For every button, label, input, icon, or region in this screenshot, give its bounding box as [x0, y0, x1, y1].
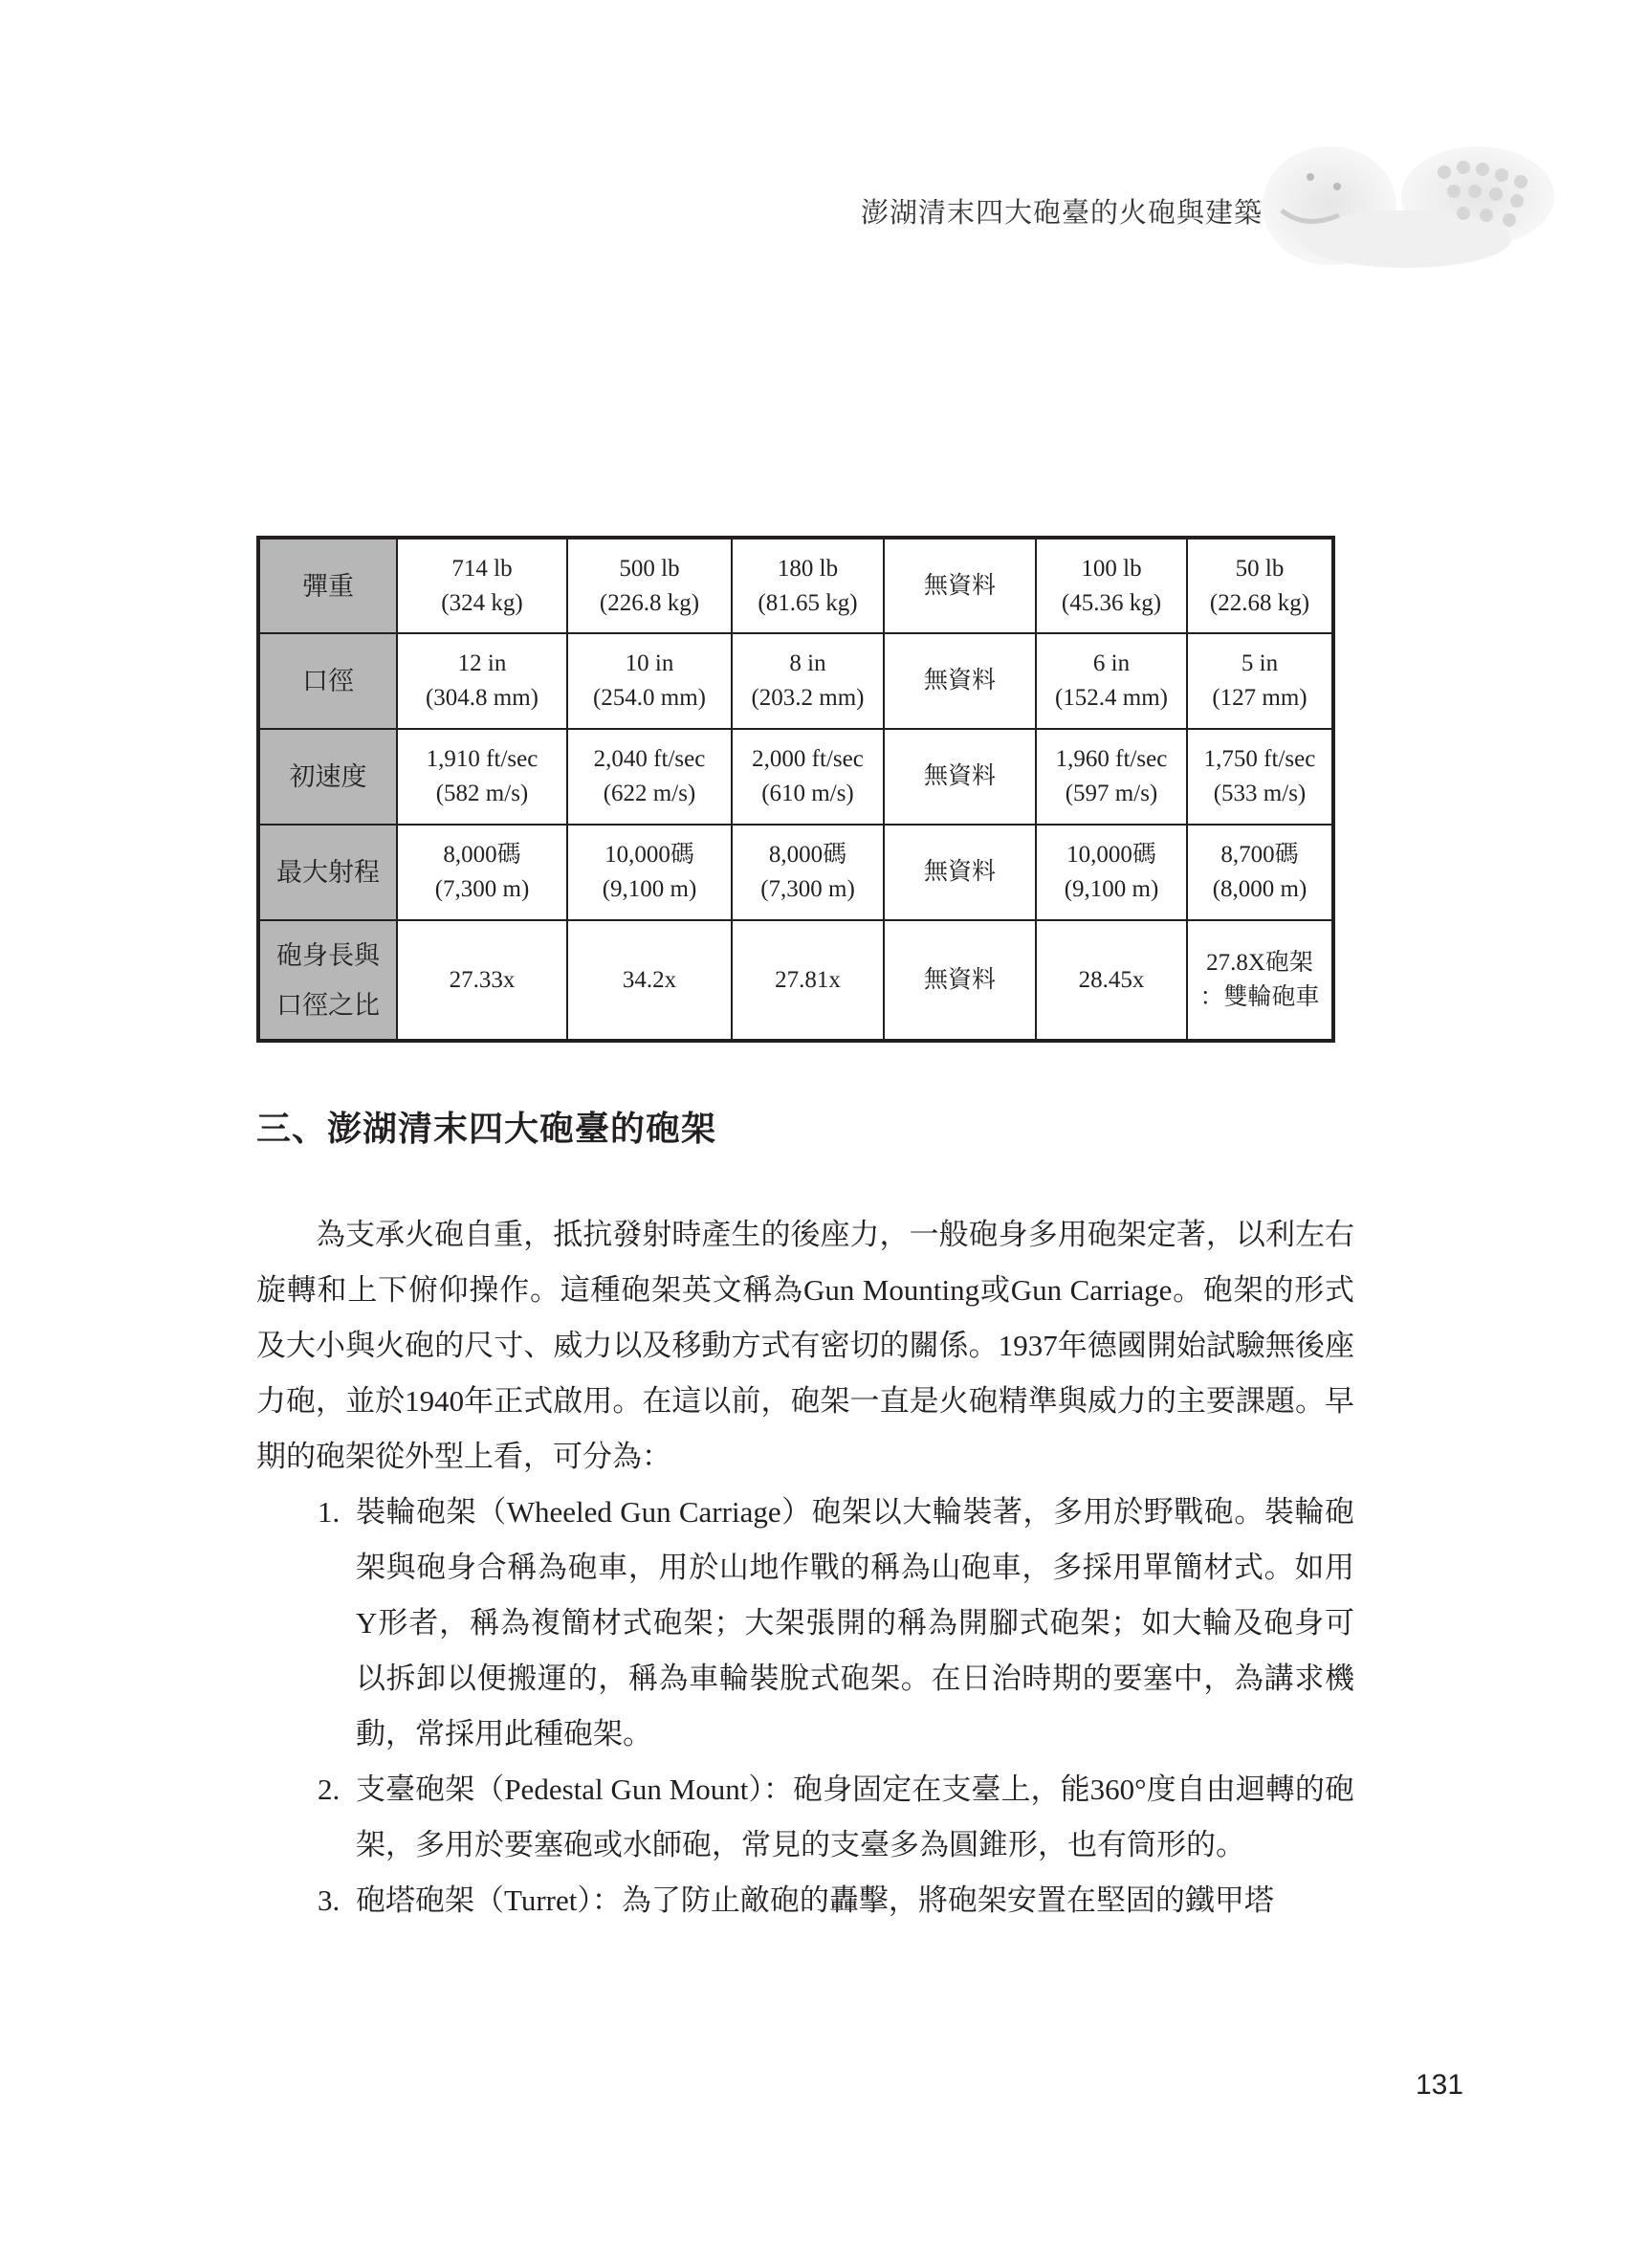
- table-cell: [567, 538, 732, 633]
- cell-line: 10 in: [625, 650, 674, 676]
- cell-line: 2,040 ft/sec: [593, 746, 706, 772]
- cell-line: 8,000碼: [443, 842, 521, 868]
- cell-line: ：雙輪砲車: [1199, 983, 1320, 1010]
- table-cell: [732, 920, 884, 1041]
- cell-line: (7,300 m): [434, 876, 530, 902]
- table-cell: [884, 729, 1036, 825]
- table-row-max-range: [258, 825, 1333, 920]
- intro-paragraph: 為支承火砲自重，抵抗發射時產生的後座力，一般砲身多用砲架定著，以利左右旋轉和上下俯仰操作。這種砲架英文稱為Gun Mounting或Gun Carriage。砲架的形式及大小與火砲的尺寸、威力以及移動方式有密切的關係。1937年德國開始試驗無後座力砲，並於1940年正式啟用。在這以前，砲架一直是火砲精準與威力的主要課題。早期的砲架從外型上看，可分為：: [256, 1218, 1354, 1473]
- table-cell: [1036, 729, 1187, 825]
- cell-line: 無資料: [923, 763, 996, 789]
- table-cell: [1036, 633, 1187, 729]
- cell-line: 1,960 ft/sec: [1055, 746, 1168, 772]
- cell-line: 無資料: [923, 859, 996, 885]
- row-label: [258, 633, 397, 729]
- table-cell: [567, 729, 732, 825]
- table-cell: [397, 729, 567, 825]
- table-cell: [1187, 538, 1333, 633]
- cell-line: 28.45x: [1078, 966, 1145, 993]
- cell-line: 27.33x: [449, 966, 516, 993]
- row-label: [258, 825, 397, 920]
- table-cell: [732, 538, 884, 633]
- row-label-text: 砲身長與: [276, 940, 380, 970]
- list-item-text: 裝輪砲架（Wheeled Gun Carriage）砲架以大輪裝著，多用於野戰砲。裝輪砲架與砲身合稱為砲車，用於山地作戰的稱為山砲車，多採用單簡材式。如用Y形者，稱為複簡材式砲架；大架張開的稱為開腳式砲架；如大輪及砲身可以拆卸以便搬運的，稱為車輪裝脫式砲架。在日治時期的要塞中，為講求機動，常採用此種砲架。: [356, 1495, 1354, 1751]
- cell-line: 10,000碼: [604, 842, 694, 868]
- cell-line: 無資料: [923, 668, 996, 694]
- table-cell: [1036, 538, 1187, 633]
- row-label: [258, 538, 397, 633]
- cell-line: 10,000碼: [1066, 842, 1156, 868]
- cell-line: (81.65 kg): [758, 589, 858, 616]
- cell-line: (622 m/s): [603, 781, 696, 806]
- cell-line: (533 m/s): [1213, 781, 1307, 806]
- row-label: [258, 729, 397, 825]
- list-item-text: 砲塔砲架（Turret）：為了防止敵砲的轟擊，將砲架安置在堅固的鐵甲塔: [356, 1883, 1274, 1917]
- cell-line: 無資料: [923, 966, 996, 993]
- cell-line: 2,000 ft/sec: [752, 746, 864, 772]
- cell-line: 27.81x: [775, 966, 841, 993]
- stone-lion-icon: [1253, 139, 1569, 273]
- table-row-muzzle-velocity: [258, 729, 1333, 825]
- cell-line: (45.36 kg): [1061, 589, 1162, 616]
- table-cell: [1187, 825, 1333, 920]
- cell-line: (127 mm): [1212, 685, 1307, 711]
- table-row-caliber: [258, 633, 1333, 729]
- cell-line: 500 lb: [619, 555, 680, 582]
- table-cell: [567, 633, 732, 729]
- cell-line: (304.8 mm): [425, 685, 539, 711]
- table-cell: [397, 538, 567, 633]
- cell-line: 100 lb: [1081, 555, 1142, 582]
- cell-line: (22.68 kg): [1209, 589, 1310, 616]
- table-cell: [1187, 920, 1333, 1041]
- cell-line: 27.8X砲架: [1206, 949, 1313, 976]
- cell-line: 無資料: [923, 572, 996, 599]
- cell-line: 5 in: [1241, 650, 1279, 676]
- list-item-number: 2.: [318, 1773, 341, 1806]
- section-heading: 三、澎湖清末四大砲臺的砲架: [256, 1110, 717, 1149]
- table-cell: [1036, 825, 1187, 920]
- carriage-type-list: [256, 1485, 1354, 1928]
- gun-spec-table: [256, 536, 1335, 1043]
- table-cell: [884, 633, 1036, 729]
- row-label-text: 彈重: [302, 571, 354, 601]
- body-text: [256, 1207, 1354, 1928]
- cell-line: 50 lb: [1235, 555, 1285, 582]
- row-label-text: 初速度: [289, 762, 367, 791]
- cell-line: (8,000 m): [1212, 876, 1307, 902]
- cell-line: (610 m/s): [761, 781, 854, 806]
- list-item-number: 1.: [318, 1495, 341, 1529]
- row-label: [258, 920, 397, 1041]
- table-cell: [732, 825, 884, 920]
- cell-line: (254.0 mm): [592, 685, 707, 711]
- cell-line: 1,910 ft/sec: [426, 746, 538, 772]
- table-cell: [732, 633, 884, 729]
- cell-line: 8 in: [789, 650, 826, 676]
- row-label-text: 口徑: [302, 667, 354, 695]
- cell-line: 6 in: [1092, 650, 1131, 676]
- table-cell: [397, 825, 567, 920]
- table-cell: [884, 538, 1036, 633]
- cell-line: (582 m/s): [435, 781, 529, 806]
- table-cell: [1187, 633, 1333, 729]
- table-cell: [1187, 729, 1333, 825]
- row-label-text: 口徑之比: [276, 990, 380, 1020]
- cell-line: 8,700碼: [1220, 842, 1299, 868]
- cell-line: (9,100 m): [602, 876, 697, 902]
- table-row-length-caliber-ratio: [258, 920, 1333, 1041]
- cell-line: 34.2x: [622, 966, 677, 993]
- list-item: [256, 1762, 1354, 1873]
- table-cell: [1036, 920, 1187, 1041]
- row-label-text: 最大射程: [276, 858, 380, 887]
- cell-line: (7,300 m): [760, 876, 855, 902]
- cell-line: (597 m/s): [1065, 781, 1158, 806]
- cell-line: 12 in: [457, 650, 507, 676]
- cell-line: 180 lb: [777, 555, 839, 582]
- cell-line: 714 lb: [451, 555, 513, 582]
- cell-line: 1,750 ft/sec: [1203, 746, 1316, 772]
- table-row-shell-weight: [258, 538, 1333, 633]
- list-item-text: 支臺砲架（Pedestal Gun Mount）：砲身固定在支臺上，能360°度自由迴轉的砲架，多用於要塞砲或水師砲，常見的支臺多為圓錐形，也有筒形的。: [356, 1773, 1354, 1861]
- cell-line: (203.2 mm): [751, 685, 865, 711]
- cell-line: (226.8 kg): [599, 589, 700, 616]
- table-cell: [567, 920, 732, 1041]
- table-cell: [567, 825, 732, 920]
- list-item-number: 3.: [318, 1883, 341, 1917]
- cell-line: 8,000碼: [768, 842, 847, 868]
- cell-line: (9,100 m): [1064, 876, 1159, 902]
- list-item: [256, 1873, 1354, 1928]
- table-cell: [884, 825, 1036, 920]
- page-number: 131: [1416, 2069, 1464, 2101]
- table-cell: [397, 633, 567, 729]
- table-cell: [397, 920, 567, 1041]
- list-item: [256, 1485, 1354, 1762]
- table-cell: [884, 920, 1036, 1041]
- cell-line: (152.4 mm): [1054, 685, 1169, 711]
- running-head: 澎湖清末四大砲臺的火砲與建築: [861, 196, 1263, 229]
- cell-line: (324 kg): [441, 589, 523, 616]
- table-cell: [732, 729, 884, 825]
